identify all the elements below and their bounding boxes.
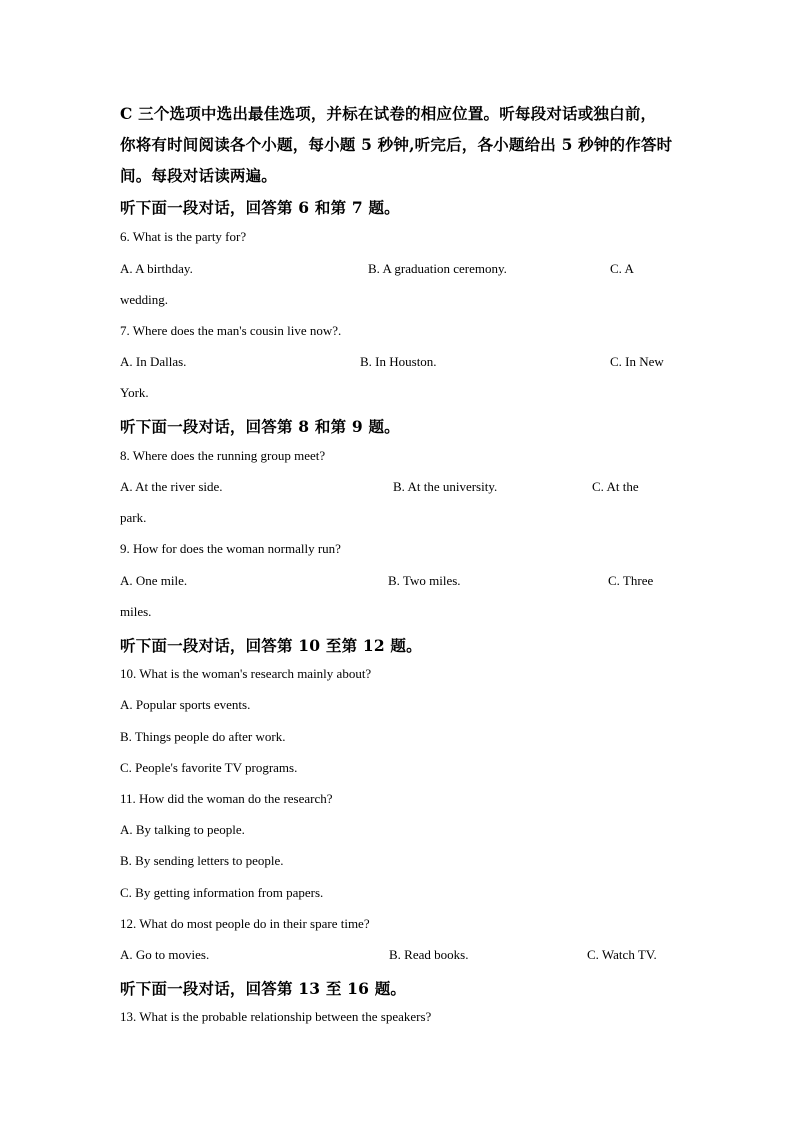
section-heading-6-7: 听下面一段对话，回答第 6 和第 7 题。 [120,198,400,217]
section-heading-8-9: 听下面一段对话，回答第 8 和第 9 题。 [120,417,400,436]
question-10: 10. What is the woman's research mainly about? [120,666,372,681]
q12-option-b: B. Read books. [389,947,469,962]
q6-option-a: A. A birthday. [120,261,193,276]
question-7: 7. Where does the man's cousin live now?. [120,323,342,338]
q7-option-c-wrap: York. [120,385,149,400]
intro-line-2: 你将有时间阅读各个小题，每小题 5 秒钟,听完后，各小题给出 5 秒钟的作答时 [120,135,673,154]
question-9: 9. How for does the woman normally run? [120,541,341,556]
q6-option-c-wrap: wedding. [120,292,169,307]
intro-line-1: C 三个选项中选出最佳选项，并标在试卷的相应位置。听每段对话或独白前， [120,104,657,123]
q10-option-b: B. Things people do after work. [120,729,286,744]
q8-option-c-wrap: park. [120,510,147,525]
q11-option-c: C. By getting information from papers. [120,885,324,900]
q10-option-a: A. Popular sports events. [120,697,251,712]
q10-option-c: C. People's favorite TV programs. [120,760,298,775]
q8-option-a: A. At the river side. [120,479,223,494]
intro-line-3: 间。每段对话读两遍。 [120,166,278,185]
question-6: 6. What is the party for? [120,229,247,244]
question-8: 8. Where does the running group meet? [120,448,326,463]
q9-option-c-wrap: miles. [120,604,152,619]
q7-option-a: A. In Dallas. [120,354,187,369]
q6-option-b: B. A graduation ceremony. [368,261,507,276]
q12-option-c: C. Watch TV. [587,947,657,962]
section-heading-13-16: 听下面一段对话，回答第 13 至 16 题。 [120,979,407,998]
q9-option-a: A. One mile. [120,573,188,588]
q11-option-a: A. By talking to people. [120,822,245,837]
section-heading-10-12: 听下面一段对话，回答第 10 至第 12 题。 [120,636,422,655]
q9-option-b: B. Two miles. [388,573,461,588]
q9-option-c: C. Three [608,573,654,588]
q12-option-a: A. Go to movies. [120,947,210,962]
question-11: 11. How did the woman do the research? [120,791,333,806]
q8-option-c: C. At the [592,479,639,494]
question-13: 13. What is the probable relationship between the speakers? [120,1009,432,1024]
q11-option-b: B. By sending letters to people. [120,853,284,868]
q6-option-c: C. A [610,261,634,276]
question-12: 12. What do most people do in their spare time? [120,916,370,931]
q7-option-c: C. In New [610,354,664,369]
q7-option-b: B. In Houston. [360,354,437,369]
q8-option-b: B. At the university. [393,479,498,494]
